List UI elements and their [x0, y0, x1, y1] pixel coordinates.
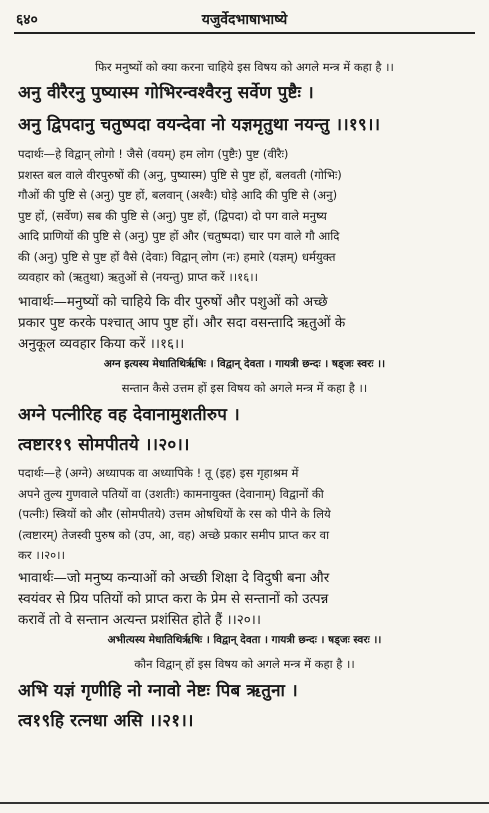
bhavartha-line: भावार्थः—जो मनुष्य कन्याओं को अच्छी शिक्षा दे विदुषी बना और [18, 570, 330, 586]
bhavartha-line: स्वयंवर से प्रिय पतियों को प्राप्त करा के प्रेम से सन्तानों को उत्पन्न [18, 591, 329, 607]
padartha-line: की (अनु) पुष्टि से पुष्ट हों वैसे (देवाः) विद्वान् लोग (नः) हमारे (यज्ञम्) धर्मयुक्त [18, 249, 336, 264]
mantra-19-line-2: अनु द्विपदानु चतुष्पदा वयन्देवा नो यज्ञमृतुथा नयन्तु ।।१९।। [18, 115, 381, 135]
padartha-line: आदि प्राणियों की पुष्टि से (अनु) पुष्ट हों और (चतुष्पदा) चार पग वाले गौ आदि [18, 229, 340, 243]
running-title: यजुर्वेदभाषाभाष्ये [201, 12, 288, 28]
padartha-line: पुष्ट हों, (सर्वेण) सब की पुष्टि से (अनु) पुष्ट हों, (द्विपदा) दो पग वाले मनुष्य [18, 208, 327, 223]
bhavartha-line: भावार्थः—मनुष्यों को चाहिये कि वीर पुरुषों और पशुओं को अच्छे [18, 294, 328, 310]
padartha-line: प्रशस्त बल वाले वीरपुरुषों की (अनु, पुष्यास्म) पुष्टि से पुष्ट हों, बलवती (गोभिः) [18, 167, 342, 182]
mantra-21-meta: अभीत्यस्य मेधातिथिर्ऋषिः । विद्वान् देवता । गायत्री छन्दः । षड्जः स्वरः ।। [107, 634, 382, 646]
padartha-line: पदार्थः—हे (अग्ने) अध्यापक वा अध्यापिके ! तू (इह) इस गृहाश्रम में [18, 466, 299, 480]
mantra-19-line-1: अनु वीरैरनु पुष्यास्म गोभिरन्वश्वैरनु सर्वेण पुष्टैः । [18, 83, 314, 103]
padartha-line: व्यवहार को (ऋतुथा) ऋतुओं से (नयन्तु) प्राप्त करें ।।१६।। [18, 270, 259, 284]
bhavartha-line: करावें तो वे सन्तान अत्यन्त प्रशंसित होते हैं ।।२०।। [18, 612, 262, 628]
bhavartha-line: अनुकूल व्यवहार किया करें ।।१६।। [18, 336, 185, 352]
mantra-20-bhavartha [18, 568, 473, 631]
padartha-line: अपने तुल्य गुणवाले पतियों वा (उशतीः) कामनायुक्त (देवानाम्) विद्वानों की [18, 486, 324, 501]
mantra-19-padartha [18, 144, 473, 288]
padartha-line: (त्वष्टारम्) तेजस्वी पुरुष को (उप, आ, वह) अच्छे प्रकार समीप प्राप्त कर वा [18, 527, 330, 542]
mantra-20-line-1: अग्ने पत्नीरिह वह देवानामुशतीरुप । [18, 405, 240, 425]
padartha-line: कर ।।२०।। [18, 548, 65, 562]
padartha-line: (पत्नीः) स्त्रियों को और (सोमपीतये) उत्तम ओषधियों के रस को पीने के लिये [18, 507, 331, 521]
mantra-20-line-2: त्वष्टार१९ सोमपीतये ।।२०।। [18, 435, 190, 455]
padartha-line: पदार्थः—हे विद्वान् लोगो ! जैसे (वयम्) हम लोग (पुष्टैः) पुष्ट (वीरैः) [18, 147, 289, 161]
bottom-rule [0, 802, 489, 804]
mantra-20-meta: अग्न इत्यस्य मेधातिथिर्ऋषिः । विद्वान् देवता । गायत्री छन्दः । षड्जः स्वरः ।। [103, 358, 386, 370]
mantra-20-intro: सन्तान कैसे उत्तम हों इस विषय को अगले मन्त्र में कहा है ।। [121, 381, 368, 395]
mantra-20-padartha [18, 463, 473, 566]
padartha-line: गौओं की पुष्टि से (अनु) पुष्ट हों, बलवान् (अश्वैः) घोड़े आदि की पुष्टि से (अनु) [18, 188, 338, 202]
mantra-21-line-2: त्व१९हि रत्नधा असि ।।२१।। [18, 711, 194, 731]
mantra-21-line-1: अभि यज्ञं गृणीहि नो ग्नावो नेष्टः पिब ऋतुना । [18, 681, 298, 701]
mantra-19-bhavartha [18, 292, 473, 355]
mantra-21-intro: कौन विद्वान् हों इस विषय को अगले मन्त्र में कहा है ।। [134, 657, 355, 671]
mantra-19-intro: फिर मनुष्यों को क्या करना चाहिये इस विषय को अगले मन्त्र में कहा है ।। [95, 60, 394, 74]
page-number: ६४० [16, 12, 38, 28]
bhavartha-line: प्रकार पुष्ट करके पश्चात् आप पुष्ट हों। और सदा वसन्तादि ऋतुओं के [18, 315, 346, 331]
page-header [14, 8, 475, 34]
